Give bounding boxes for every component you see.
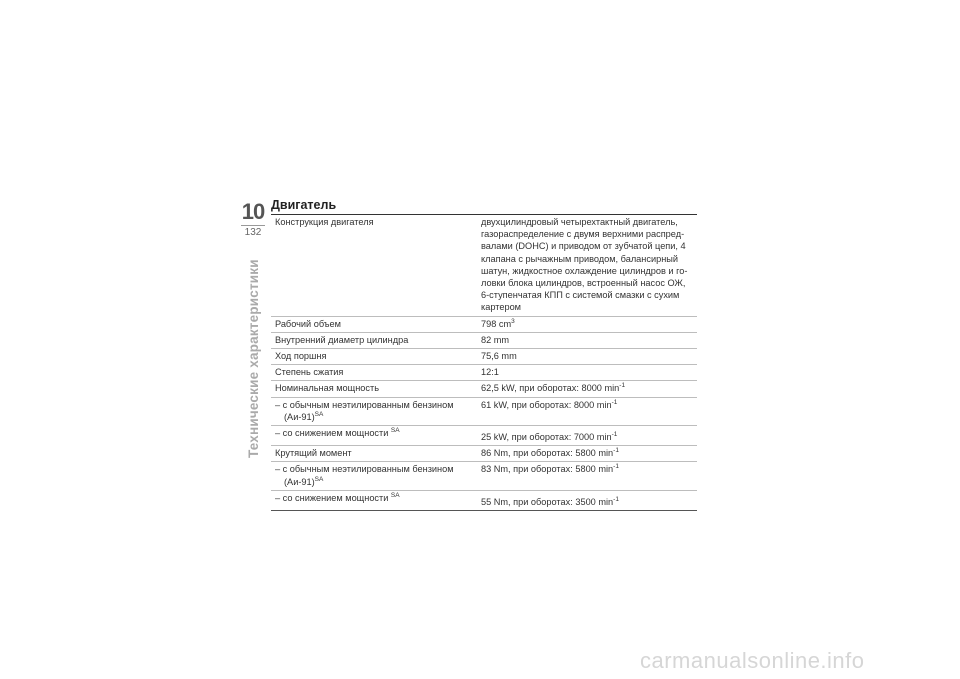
- value-superscript: -1: [619, 382, 626, 390]
- chapter-badge: [241, 201, 265, 239]
- spec-value: 83 Nm, при оборотах: 5800 $\min^{-1}$: [477, 462, 697, 490]
- param-superscript: SA: [314, 475, 324, 483]
- table-row: [271, 490, 697, 510]
- spec-param: – со снижением мощности $^{SA}$: [271, 426, 477, 446]
- page-number: 132: [244, 227, 262, 238]
- table-row: [271, 215, 697, 317]
- table-row: [271, 381, 697, 397]
- spec-value: 61 kW, при оборотах: 8000 $\min^{-1}$: [477, 397, 697, 425]
- value-superscript: -1: [611, 398, 618, 406]
- spec-value: двухцилиндровый четырехтактный двигатель, газораспределение с двумя верхними распред-валами (DOHC) и приводом от зубчатой цепи, 4 клапана с рычажным приводом, балансирный шатун, жидкостное охлаждение цилиндров и го-ловки блока цилиндров, встроенный насос ОЖ, 6-ступенчатая КПП с системой смазки с сухим картером: [477, 215, 697, 317]
- spec-value: 25 kW, при оборотах: 7000 $\min^{-1}$: [477, 426, 697, 446]
- engine-spec-table: [271, 214, 697, 511]
- watermark-text: carmanualsonline.info: [640, 648, 865, 673]
- table-row: [271, 446, 697, 462]
- value-superscript: -1: [613, 463, 619, 471]
- table-row: [271, 462, 697, 490]
- spec-value: 798 $cm^3$: [477, 316, 697, 332]
- spec-value: 75,6 mm: [477, 349, 697, 365]
- spec-param: – с обычным неэтилированным бензином $(Аи-91)^{SA}$: [271, 397, 477, 425]
- table-row: [271, 349, 697, 365]
- spec-value: 12:1: [477, 365, 697, 381]
- table-row: [271, 316, 697, 332]
- value-superscript: -1: [613, 495, 619, 503]
- table-row: [271, 365, 697, 381]
- param-superscript: SA: [390, 426, 400, 434]
- param-superscript: SA: [390, 491, 400, 499]
- spec-param: Ход поршня: [271, 349, 477, 365]
- spec-value: 82 mm: [477, 332, 697, 348]
- spec-value: 55 Nm, при оборотах: 3500 $\min^{-1}$: [477, 490, 697, 510]
- spec-param: Рабочий объем: [271, 316, 477, 332]
- value-superscript: -1: [613, 447, 619, 455]
- spec-param: Степень сжатия: [271, 365, 477, 381]
- value-superscript: -1: [611, 430, 618, 438]
- table-row: [271, 332, 697, 348]
- spec-value: 62,5 kW, при оборотах: 8000 $\min^{-1}$: [477, 381, 697, 397]
- section-title: Двигатель: [271, 198, 337, 212]
- spec-param: Внутренний диаметр цилиндра: [271, 332, 477, 348]
- spec-param: Крутящий момент: [271, 446, 477, 462]
- spec-param: – с обычным неэтилированным бензином $(Аи-91)^{SA}$: [271, 462, 477, 490]
- param-superscript: SA: [314, 410, 324, 418]
- chapter-divider: [241, 225, 265, 226]
- chapter-number: 10: [241, 199, 265, 224]
- table-row: [271, 426, 697, 446]
- table-row: [271, 397, 697, 425]
- spec-value: 86 Nm, при оборотах: 5800 $\min^{-1}$: [477, 446, 697, 462]
- spec-param: Конструкция двигателя: [271, 215, 477, 317]
- spec-param: Номинальная мощность: [271, 381, 477, 397]
- chapter-side-title: Технические характеристики: [246, 259, 261, 458]
- value-superscript: 3: [511, 317, 515, 325]
- spec-param: – со снижением мощности $^{SA}$: [271, 490, 477, 510]
